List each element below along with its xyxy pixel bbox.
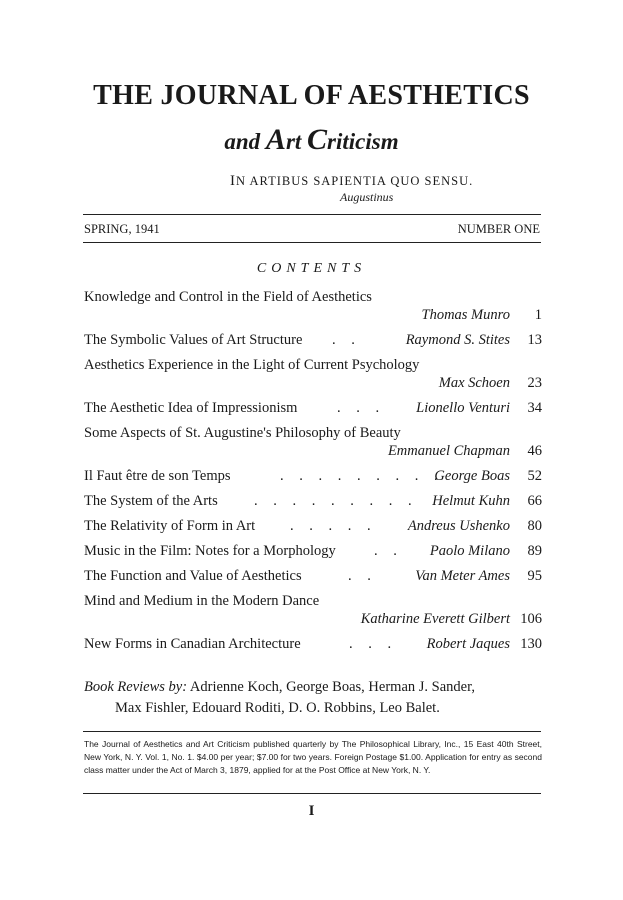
toc-leader: . . . . . . . . . — [280, 468, 444, 484]
book-reviews-line2: Max Fishler, Edouard Roditi, D. O. Robbins, Leo Balet. — [115, 700, 440, 716]
toc-title: Aesthetics Experience in the Light of Current Psychology — [84, 357, 420, 373]
toc-author: Lionello Venturi — [416, 400, 510, 416]
toc-title: Some Aspects of St. Augustine's Philosophy of Beauty — [84, 425, 401, 441]
toc-entry — [84, 332, 542, 350]
toc-entry — [84, 543, 542, 561]
toc-entry — [84, 400, 542, 418]
toc-title: The System of the Arts — [84, 493, 218, 509]
toc-entry-byline — [84, 307, 542, 325]
toc-leader: . . — [332, 332, 361, 348]
subtitle-and: and — [224, 129, 261, 154]
toc-author: Max Schoen — [438, 375, 510, 391]
page-number: I — [308, 803, 315, 819]
toc-leader: . . . — [349, 636, 398, 652]
contents-heading: CONTENTS — [256, 261, 367, 276]
book-reviews-line1 — [84, 677, 544, 698]
toc-entry — [84, 636, 542, 654]
subtitle-rt: rt — [285, 129, 302, 154]
toc-leader: . . . . . . . . . — [254, 493, 418, 509]
toc-author: Emmanuel Chapman — [387, 443, 510, 459]
toc-title: Il Faut être de son Temps — [84, 468, 231, 484]
toc-title: Music in the Film: Notes for a Morphology — [84, 543, 336, 559]
toc-author: Helmut Kuhn — [432, 493, 510, 509]
toc-entry — [84, 593, 542, 611]
toc-leader: . . . — [337, 400, 386, 416]
motto-text: N ARTIBUS SAPIENTIA QUO SENSU. — [236, 174, 474, 188]
issue-number: NUMBER ONE — [457, 222, 540, 236]
toc-title: The Aesthetic Idea of Impressionism — [84, 400, 298, 416]
book-reviews — [84, 677, 544, 719]
toc-title: Mind and Medium in the Modern Dance — [84, 593, 320, 609]
toc-entry — [84, 568, 542, 586]
toc-entry — [84, 493, 542, 511]
journal-subtitle — [0, 123, 623, 157]
toc-entry — [84, 289, 542, 307]
toc-page: 80 — [527, 518, 542, 534]
toc-page: 95 — [527, 568, 542, 584]
toc-page: 52 — [527, 468, 542, 484]
toc-author: George Boas — [434, 468, 510, 484]
book-reviews-names: Adrienne Koch, George Boas, Herman J. Sander, — [189, 679, 475, 695]
toc-author: Paolo Milano — [429, 543, 510, 559]
toc-entry — [84, 357, 542, 375]
issue-season: SPRING, 1941 — [84, 222, 160, 236]
toc-entry-byline — [84, 375, 542, 393]
toc-author: Thomas Munro — [421, 307, 510, 323]
toc-title: The Relativity of Form in Art — [84, 518, 256, 534]
toc-page: 106 — [520, 611, 542, 627]
subtitle-c: C — [307, 123, 328, 156]
toc-page: 46 — [527, 443, 542, 459]
journal-motto — [230, 173, 473, 190]
toc-entry — [84, 425, 542, 443]
toc-title: The Function and Value of Aesthetics — [84, 568, 302, 584]
issue-rule — [83, 242, 541, 243]
subtitle-a: A — [265, 123, 286, 156]
toc-page: 1 — [534, 307, 542, 323]
book-reviews-lead: Book Reviews by: — [84, 679, 188, 695]
toc-title: The Symbolic Values of Art Structure — [84, 332, 303, 348]
toc-author: Raymond S. Stites — [405, 332, 510, 348]
publication-notice: The Journal of Aesthetics and Art Criticism published quarterly by The Philosophical Library, Inc., 15 East 40th Street, New York, N. Y. Vol. 1, No. 1. $4.00 per year; $7.00 for two years. Foreign Postage $1.00. Application for entry as second class matter under the Act of March 3, 1879, applied for at the Post Office at New York, N. Y. — [84, 739, 542, 775]
toc-leader: . . . . . — [290, 518, 377, 534]
journal-title: THE JOURNAL OF AESTHETICS — [93, 80, 530, 111]
top-rule — [83, 214, 541, 215]
issue-row — [84, 222, 540, 237]
toc-author: Katharine Everett Gilbert — [360, 611, 510, 627]
toc-page: 130 — [520, 636, 542, 652]
motto-attribution: Augustinus — [340, 190, 394, 204]
toc-author: Robert Jaques — [426, 636, 510, 652]
toc-page: 23 — [527, 375, 542, 391]
notice-bottom-rule — [83, 793, 541, 794]
toc-entry — [84, 518, 542, 536]
notice-top-rule — [83, 731, 541, 732]
toc-title: New Forms in Canadian Architecture — [84, 636, 301, 652]
toc-title: Knowledge and Control in the Field of Aesthetics — [84, 289, 372, 305]
toc-page: 34 — [527, 400, 542, 416]
toc-author: Van Meter Ames — [415, 568, 510, 584]
toc-author: Andreus Ushenko — [407, 518, 510, 534]
toc-page: 89 — [527, 543, 542, 559]
toc-leader: . . — [348, 568, 377, 584]
toc-entry-byline — [84, 611, 542, 629]
toc-entry-byline — [84, 443, 542, 461]
motto-initial: I — [230, 173, 236, 189]
toc-page: 13 — [527, 332, 542, 348]
toc-page: 66 — [527, 493, 542, 509]
subtitle-riticism: riticism — [327, 129, 399, 154]
toc-entry — [84, 468, 542, 486]
toc-leader: . . — [374, 543, 403, 559]
